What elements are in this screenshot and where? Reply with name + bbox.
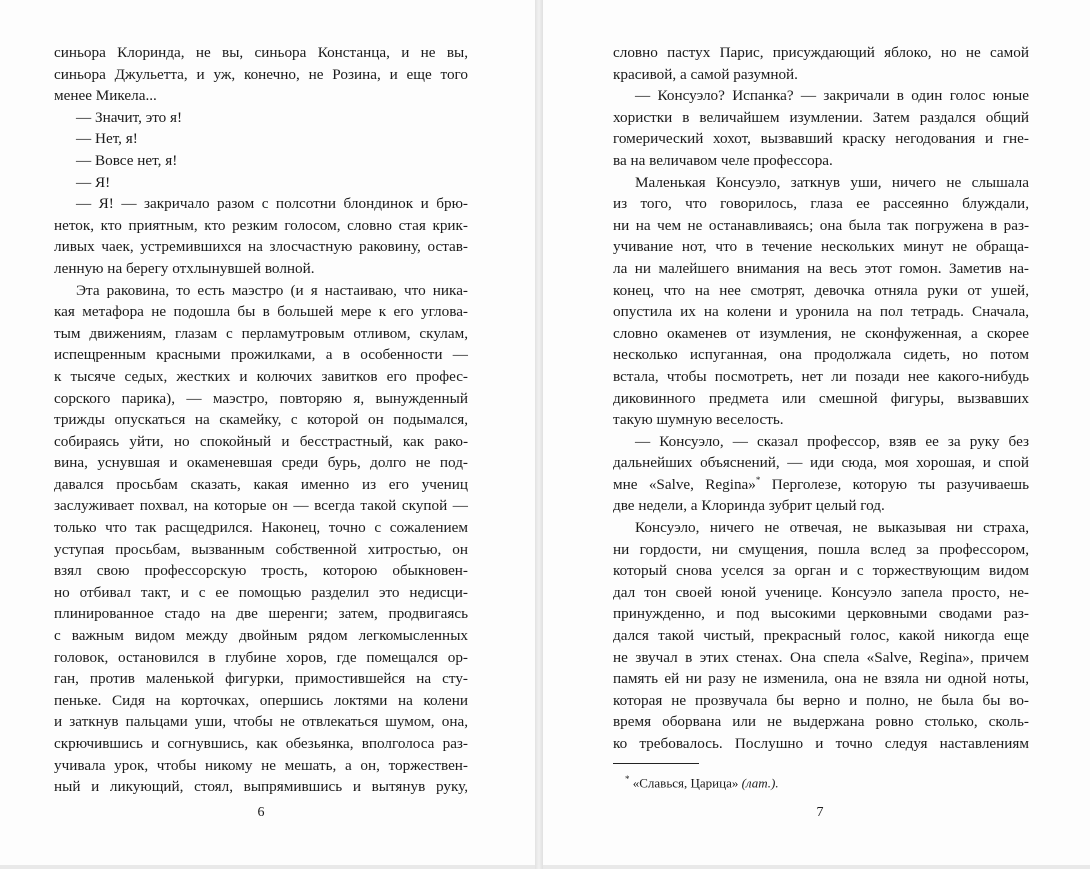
text-line: Эта раковина, то есть маэстро (и я настаиваю, что ника- <box>76 281 468 299</box>
text-line: ленную на берегу отхлынувшей волной. <box>54 259 315 277</box>
text-line: не звучал в этих стенах. Она спела «Salve, Regina», причем <box>613 648 1029 666</box>
page-number-left: 6 <box>257 805 265 820</box>
text-line: заслуживает похвал, на которые он — всегда такой скупой — <box>54 497 468 515</box>
text-line: — Консуэло? Испанка? — закричали в один голос юные <box>635 87 1029 105</box>
text-line: с важным видом между двойным рядом легкомысленных <box>54 627 468 645</box>
footnote-mark: * <box>625 774 630 784</box>
text-line: неток, кто приятным, кто резким голосом, словно стая крик- <box>54 216 468 234</box>
book-gutter <box>535 0 543 869</box>
text-line: дался такой чистый, прекрасный голос, какой никогда еще <box>613 627 1029 645</box>
text-line: и заткнув пальцами уши, чтобы не отвлекаться шумом, она, <box>54 713 468 731</box>
text-line: конец, что на нее смотрят, девочка отняла руки от ушей, <box>613 281 1029 299</box>
text-line: синьора Клоринда, не вы, синьора Констанца, и не вы, <box>54 44 468 61</box>
text-line: хористки в величайшем изумлении. Затем раздался общий <box>613 108 1029 126</box>
text-line: две недели, а Клоринда зубрит целый год. <box>613 497 885 515</box>
text-line: которая не прозвучала бы верно и полно, не была бы во- <box>613 691 1029 709</box>
text-line: учивание нот, что в течение нескольких минут не обраща- <box>613 238 1029 256</box>
text-line: трижды опускаться на скамейку, с которой он подымался, <box>54 411 468 429</box>
text-line: испещренным красными прожилками, а в особенности — <box>54 346 468 364</box>
footnote-lang: (лат.). <box>741 775 779 791</box>
text-line: ни гордости, ни смущения, пошла вслед за профессором, <box>613 540 1029 558</box>
text-line: гомерический хохот, вызвавший краску негодования и гне- <box>613 130 1029 148</box>
text-line: словно пастух Парис, присуждающий яблоко, но не самой <box>613 44 1029 61</box>
text-line: к тысяче седых, жестких и колючих завитков его профес- <box>54 367 468 385</box>
text-line: пеньке. Сидя на корточках, опершись локтями на колени <box>54 691 468 709</box>
footnote-text: «Славься, Царица» <box>632 775 739 791</box>
text-line: опустила их на колени и уронила на пол тетрадь. Сначала, <box>613 303 1029 321</box>
text-line: взял свою профессорскую трость, которою обыкновен- <box>54 562 468 580</box>
text-line: ла ни малейшего внимания на весь этот гомон. Заметив на- <box>613 259 1029 277</box>
text-line: принужденно, и под высокими церковными сводами раз- <box>613 605 1029 623</box>
text-line: только что так расщедрился. Наконец, точно с сожалением <box>54 519 468 537</box>
text-line: — Консуэло, — сказал профессор, взяв ее за руку без <box>635 432 1029 450</box>
text-line: синьора Джульетта, и уж, конечно, не Розина, и еще того <box>54 65 468 83</box>
text-line: время оборвана или не выдержана ровно столько, сколь- <box>613 713 1029 731</box>
text-line <box>613 474 1029 496</box>
left-page-text <box>54 42 468 798</box>
text-line: но отбивал такт, и с ее помощью разделил это недисци- <box>54 583 468 601</box>
text-line: красивой, а самой разумной. <box>613 65 798 83</box>
text-line: скрючившись и согнувшись, как обезьянка, вполголоса раз- <box>54 735 468 752</box>
text-line: Маленькая Консуэло, заткнув уши, ничего не слышала <box>635 173 1029 191</box>
text-line: который снова уселся за орган и с торжествующим видом <box>613 562 1029 580</box>
text-line: дал тон своей юной ученице. Консуэло запела просто, не- <box>613 583 1029 601</box>
text-line: плинированное стадо на две шеренги; затем, продвигаясь <box>54 605 468 623</box>
page-number-right: 7 <box>816 805 824 820</box>
footnote-reference: * <box>755 474 761 485</box>
text-line: словно окаменев от изумления, не сконфуженная, а скорее <box>613 324 1029 342</box>
text-line: тым движениям, глазам с перламутровым отливом, скулам, <box>54 324 468 342</box>
text-line: встала, чтобы посмотреть, нет ли позади нее какого-нибудь <box>613 367 1029 385</box>
left-page <box>0 0 535 865</box>
text-line: давался просьбам сказать, какая именно из его учениц <box>54 475 468 493</box>
salve-regina-text: мне «Salve, Regina» <box>613 475 756 493</box>
text-line: несколько испуганная, она продолжала сидеть, но потом <box>613 346 1029 364</box>
text-line: — Я! — закричало разом с полсотни блондинок и брю- <box>76 195 468 213</box>
text-line: память ей ни разу не изменила, она не взяла ни одной ноты, <box>613 670 1029 688</box>
text-line: такую шумную веселость. <box>613 411 784 429</box>
text-line: — Нет, я! <box>76 130 138 148</box>
text-line: кая метафора не подошла бы в большей мере к его углова- <box>54 303 468 321</box>
footnote-rule <box>613 763 699 764</box>
text-line: ный и ликующий, стоял, выпрямившись и вытянув руку, <box>54 778 468 796</box>
text-line: — Значит, это я! <box>76 108 183 126</box>
text-line: менее Микела... <box>54 87 157 105</box>
text-line: ни на чем не останавливаясь; она была так погружена в раз- <box>613 216 1029 234</box>
text-line: ко требовалось. Послушно и точно следуя наставлениям <box>613 735 1029 752</box>
pergolesi-text: Перголезе, которую ты разучиваешь <box>771 475 1030 493</box>
text-line: головок, остановился в глубине хоров, где помещался ор- <box>54 648 468 666</box>
text-line: Консуэло, ничего не отвечая, не выказывая ни страха, <box>635 519 1029 537</box>
text-line: — Вовсе нет, я! <box>76 151 178 169</box>
text-line: уступая просьбам, вызванным собственной хитростью, он <box>54 540 468 558</box>
text-line: учивала урок, чтобы никому не мешать, а он, торжествен- <box>54 756 468 774</box>
text-line: сорского парика), — маэстро, повторяю я, вынужденный <box>54 389 468 407</box>
text-line: вина, уснувшая и окаменевшая среди бурь, долго не под- <box>54 454 468 472</box>
text-line: — Я! <box>76 173 111 191</box>
footnote <box>625 770 779 792</box>
text-line: дальнейших объяснений, — иди сюда, моя хорошая, и спой <box>613 454 1029 472</box>
right-page <box>543 0 1090 865</box>
text-line: ливых чаек, устремившихся на злосчастную раковину, остав- <box>54 238 468 256</box>
text-line: из того, что говорилось, глаза ее рассеянно блуждали, <box>613 195 1029 213</box>
text-line: ва на величавом челе профессора. <box>613 151 833 169</box>
text-line: собираясь уйти, но спокойный и бесстрастный, как рако- <box>54 432 468 450</box>
text-line: ган, против маленькой фигурки, примостившейся на сту- <box>54 670 468 688</box>
text-line: диковинного предмета или смешной фигуры, вызвавших <box>613 389 1029 407</box>
right-page-text <box>613 42 1029 755</box>
